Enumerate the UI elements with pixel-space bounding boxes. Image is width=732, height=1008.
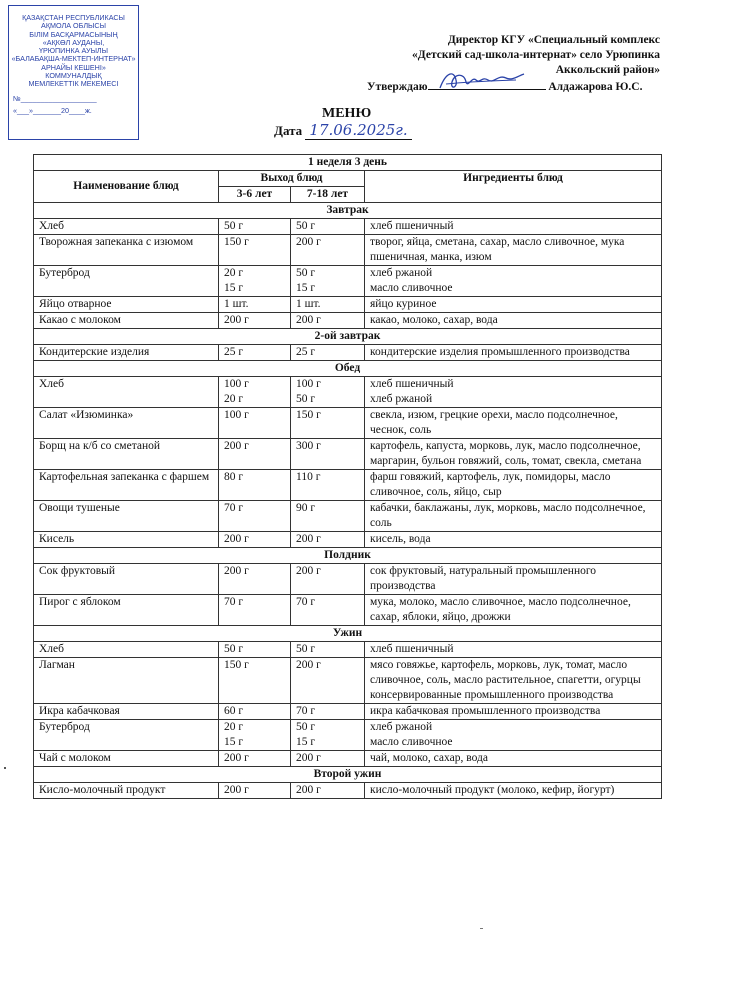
portion-3-6-cell-line: 20 г — [224, 393, 244, 405]
portion-3-6-cell-line: 200 г — [224, 440, 249, 452]
ingredients-cell — [365, 720, 662, 751]
portion-3-6-cell-line: 25 г — [224, 346, 244, 358]
ingredients-cell-line: яйцо куриное — [370, 298, 437, 310]
portion-3-6-cell-line: 70 г — [224, 596, 244, 608]
portion-3-6-cell — [219, 219, 291, 235]
ingredients-cell — [365, 313, 662, 329]
dish-name-cell: Какао с молоком — [34, 313, 219, 329]
portion-3-6-cell-line: 80 г — [224, 471, 244, 483]
portion-3-6-cell — [219, 501, 291, 532]
table-row — [34, 642, 662, 658]
table-row — [34, 783, 662, 799]
stamp-line: МЕМЛЕКЕТТІК МЕКЕМЕСІ — [28, 79, 119, 89]
dish-name-header: Наименование блюд — [34, 171, 219, 203]
ingredients-cell-line: кисло-молочный продукт (молоко, кефир, йогурт) — [370, 784, 615, 796]
ingredients-cell — [365, 470, 662, 501]
portion-7-18-cell — [291, 564, 365, 595]
approve-name: Алдажарова Ю.С. — [548, 81, 643, 93]
portion-3-6-cell-line: 60 г — [224, 705, 244, 717]
portion-7-18-cell-line: 100 г — [296, 378, 321, 390]
portion-3-6-cell — [219, 704, 291, 720]
age-7-18-header: 7-18 лет — [291, 187, 365, 203]
dish-name-cell: Хлеб — [34, 377, 219, 408]
portion-3-6-cell-line: 200 г — [224, 752, 249, 764]
portion-3-6-cell-line: 70 г — [224, 502, 244, 514]
portion-7-18-cell-line: 200 г — [296, 565, 321, 577]
portion-3-6-cell-line: 150 г — [224, 659, 249, 671]
portion-7-18-cell-line: 200 г — [296, 752, 321, 764]
dish-name-cell: Картофельная запеканка с фаршем — [34, 470, 219, 501]
portion-3-6-cell-line: 20 г — [224, 721, 244, 733]
table-row — [34, 345, 662, 361]
age-3-6-header: 3-6 лет — [219, 187, 291, 203]
ingredients-cell-line: чай, молоко, сахар, вода — [370, 752, 488, 764]
dish-name-cell: Кисель — [34, 532, 219, 548]
ingredients-cell-line: хлеб ржаной — [370, 267, 433, 279]
portion-7-18-cell-line: 50 г — [296, 721, 316, 733]
ingredients-cell-line: мясо говяжье, картофель, морковь, лук, томат, масло сливочное, соль, масло растительное, спагетти, огурцы консервированные промышленного производства — [370, 659, 641, 701]
portion-7-18-cell — [291, 235, 365, 266]
dish-name-cell: Овощи тушеные — [34, 501, 219, 532]
dish-name-cell: Хлеб — [34, 642, 219, 658]
ingredients-cell — [365, 704, 662, 720]
meal-section-row — [34, 361, 662, 377]
portion-7-18-cell-line: 15 г — [296, 282, 316, 294]
ingredients-cell — [365, 642, 662, 658]
menu-table — [33, 154, 662, 799]
portion-3-6-cell-line: 15 г — [224, 282, 244, 294]
ingredients-cell — [365, 751, 662, 767]
portion-7-18-cell — [291, 439, 365, 470]
portion-3-6-cell — [219, 439, 291, 470]
ingredients-cell-line: икра кабачковая промышленного производства — [370, 705, 601, 717]
meal-section-row — [34, 767, 662, 783]
portion-7-18-cell-line: 50 г — [296, 220, 316, 232]
portion-7-18-cell-line: 200 г — [296, 533, 321, 545]
portion-3-6-cell — [219, 720, 291, 751]
table-row — [34, 658, 662, 704]
output-header: Выход блюд — [219, 171, 365, 187]
ingredients-cell-line: мука, молоко, масло сливочное, масло подсолнечное, сахар, яблоки, яйцо, дрожжи — [370, 596, 631, 623]
ingredients-cell-line: масло сливочное — [370, 282, 453, 294]
week-day-header: 1 неделя 3 день — [34, 155, 662, 171]
menu-table-body — [34, 203, 662, 799]
dish-name-cell: Бутерброд — [34, 720, 219, 751]
ingredients-cell-line: хлеб пшеничный — [370, 220, 454, 232]
portion-7-18-cell — [291, 345, 365, 361]
date-label: Дата — [274, 123, 303, 138]
dish-name-cell: Бутерброд — [34, 266, 219, 297]
portion-3-6-cell-line: 100 г — [224, 378, 249, 390]
meal-section-title: Ужин — [34, 626, 662, 642]
pen-mark — [480, 928, 483, 929]
portion-7-18-cell-line: 110 г — [296, 471, 321, 483]
ingredients-cell-line: кисель, вода — [370, 533, 431, 545]
ingredients-cell-line: хлеб ржаной — [370, 393, 433, 405]
table-row — [34, 532, 662, 548]
stamp-line: АҚМОЛА ОБЛЫСЫ — [41, 21, 106, 31]
table-row — [34, 313, 662, 329]
portion-7-18-cell-line: 50 г — [296, 267, 316, 279]
portion-3-6-cell — [219, 564, 291, 595]
portion-7-18-cell-line: 50 г — [296, 643, 316, 655]
ingredients-cell — [365, 266, 662, 297]
portion-3-6-cell-line: 200 г — [224, 565, 249, 577]
ingredients-cell — [365, 783, 662, 799]
portion-7-18-cell — [291, 658, 365, 704]
table-row — [34, 720, 662, 751]
portion-3-6-cell — [219, 266, 291, 297]
ingredients-cell-line: творог, яйца, сметана, сахар, масло сливочное, мука пшеничная, манка, изюм — [370, 236, 625, 263]
ingredients-cell-line: картофель, капуста, морковь, лук, масло подсолнечное, маргарин, бульон говяжий, соль, томат, свекла, сметана — [370, 440, 642, 467]
portion-7-18-cell — [291, 783, 365, 799]
ingredients-cell-line: свекла, изюм, грецкие орехи, масло подсолнечное, чеснок, соль — [370, 409, 618, 436]
ingredients-cell — [365, 532, 662, 548]
portion-7-18-cell — [291, 720, 365, 751]
meal-section-row — [34, 548, 662, 564]
date-value: 17.06.2025г. — [305, 121, 411, 140]
table-row — [34, 751, 662, 767]
meal-section-row — [34, 329, 662, 345]
dish-name-cell: Сок фруктовый — [34, 564, 219, 595]
table-row — [34, 564, 662, 595]
portion-3-6-cell-line: 20 г — [224, 267, 244, 279]
portion-7-18-cell-line: 150 г — [296, 409, 321, 421]
portion-7-18-cell-line: 90 г — [296, 502, 316, 514]
portion-7-18-cell-line: 70 г — [296, 705, 316, 717]
official-stamp — [8, 5, 139, 140]
dish-name-cell: Кондитерские изделия — [34, 345, 219, 361]
ingredients-cell — [365, 235, 662, 266]
approval-line — [367, 78, 643, 93]
dish-name-cell: Яйцо отварное — [34, 297, 219, 313]
portion-3-6-cell — [219, 345, 291, 361]
portion-7-18-cell — [291, 297, 365, 313]
stamp-line: ҚАЗАҚСТАН РЕСПУБЛИКАСЫ — [22, 13, 125, 22]
portion-7-18-cell — [291, 470, 365, 501]
table-row — [34, 377, 662, 408]
table-row — [34, 595, 662, 626]
dish-name-cell: Салат «Изюминка» — [34, 408, 219, 439]
portion-7-18-cell-line: 25 г — [296, 346, 316, 358]
stamp-line: ҮРЮПИНКА АУЫЛЫ — [38, 46, 109, 56]
table-row — [34, 408, 662, 439]
menu-date — [274, 121, 412, 139]
portion-3-6-cell — [219, 235, 291, 266]
stamp-line: БІЛІМ БАСҚАРМАСЫНЫҢ — [29, 29, 118, 39]
table-row — [34, 704, 662, 720]
table-row — [34, 297, 662, 313]
meal-section-title: Второй ужин — [34, 767, 662, 783]
table-row — [34, 219, 662, 235]
portion-7-18-cell-line: 200 г — [296, 236, 321, 248]
meal-section-row — [34, 203, 662, 219]
table-row — [34, 439, 662, 470]
approve-label: Утверждаю — [367, 81, 428, 93]
ingredients-cell-line: масло сливочное — [370, 736, 453, 748]
portion-7-18-cell — [291, 219, 365, 235]
ingredients-cell — [365, 564, 662, 595]
ingredients-cell — [365, 408, 662, 439]
dish-name-cell: Икра кабачковая — [34, 704, 219, 720]
portion-3-6-cell — [219, 297, 291, 313]
portion-3-6-cell — [219, 313, 291, 329]
portion-7-18-cell-line: 50 г — [296, 393, 316, 405]
meal-section-title: Обед — [34, 361, 662, 377]
dish-name-cell: Творожная запеканка с изюмом — [34, 235, 219, 266]
ingredients-cell-line: хлеб пшеничный — [370, 643, 454, 655]
portion-3-6-cell-line: 100 г — [224, 409, 249, 421]
portion-3-6-cell — [219, 658, 291, 704]
signature-line — [428, 78, 546, 90]
header-line-1: Директор КГУ «Специальный комплекс — [447, 34, 660, 46]
portion-3-6-cell-line: 200 г — [224, 533, 249, 545]
portion-7-18-cell — [291, 408, 365, 439]
ingredients-cell-line: какао, молоко, сахар, вода — [370, 314, 498, 326]
portion-3-6-cell — [219, 377, 291, 408]
meal-section-row — [34, 626, 662, 642]
portion-3-6-cell-line: 200 г — [224, 314, 249, 326]
portion-3-6-cell — [219, 532, 291, 548]
portion-7-18-cell — [291, 501, 365, 532]
portion-7-18-cell-line: 200 г — [296, 659, 321, 671]
signature-icon — [436, 68, 526, 94]
stamp-date-line: «___»_______20____ж. — [13, 105, 92, 115]
dish-name-cell: Чай с молоком — [34, 751, 219, 767]
ingredients-cell — [365, 377, 662, 408]
menu-title: МЕНЮ — [322, 106, 372, 121]
ingredients-cell-line: хлеб пшеничный — [370, 378, 454, 390]
portion-7-18-cell — [291, 377, 365, 408]
dish-name-cell: Лагман — [34, 658, 219, 704]
header-line-3: Аккольский район» — [555, 64, 660, 76]
portion-3-6-cell-line: 50 г — [224, 220, 244, 232]
portion-7-18-cell — [291, 595, 365, 626]
meal-section-title: Завтрак — [34, 203, 662, 219]
ingredients-cell — [365, 345, 662, 361]
portion-3-6-cell — [219, 642, 291, 658]
portion-3-6-cell — [219, 470, 291, 501]
dish-name-cell: Кисло-молочный продукт — [34, 783, 219, 799]
portion-3-6-cell — [219, 408, 291, 439]
portion-3-6-cell — [219, 751, 291, 767]
portion-7-18-cell-line: 300 г — [296, 440, 321, 452]
ingredients-cell — [365, 658, 662, 704]
portion-7-18-cell — [291, 266, 365, 297]
stamp-line: КОММУНАЛДЫҚ — [45, 71, 102, 81]
portion-3-6-cell — [219, 595, 291, 626]
portion-3-6-cell-line: 15 г — [224, 736, 244, 748]
portion-7-18-cell — [291, 704, 365, 720]
stamp-number-line: №___________________ — [13, 93, 97, 103]
ingredients-cell — [365, 595, 662, 626]
ingredients-cell — [365, 297, 662, 313]
header-line-2: «Детский сад-школа-интернат» село Урюпинка — [412, 49, 660, 61]
portion-3-6-cell-line: 200 г — [224, 784, 249, 796]
portion-3-6-cell — [219, 783, 291, 799]
portion-7-18-cell — [291, 532, 365, 548]
table-row — [34, 235, 662, 266]
pen-mark — [4, 767, 6, 769]
ingredients-header: Ингредиенты блюд — [365, 171, 662, 203]
dish-name-cell: Пирог с яблоком — [34, 595, 219, 626]
ingredients-cell-line: хлеб ржаной — [370, 721, 433, 733]
ingredients-cell-line: кондитерские изделия промышленного производства — [370, 346, 630, 358]
portion-7-18-cell-line: 200 г — [296, 314, 321, 326]
stamp-line: «БАЛАБАҚША-МЕКТЕП-ИНТЕРНАТ» — [11, 54, 136, 64]
ingredients-cell-line: кабачки, баклажаны, лук, морковь, масло подсолнечное, соль — [370, 502, 646, 529]
portion-7-18-cell-line: 15 г — [296, 736, 316, 748]
dish-name-cell: Борщ на к/б со сметаной — [34, 439, 219, 470]
ingredients-cell — [365, 439, 662, 470]
portion-7-18-cell-line: 70 г — [296, 596, 316, 608]
portion-7-18-cell-line: 1 шт. — [296, 298, 321, 310]
meal-section-title: Полдник — [34, 548, 662, 564]
portion-7-18-cell — [291, 313, 365, 329]
portion-3-6-cell-line: 1 шт. — [224, 298, 249, 310]
stamp-text — [9, 14, 138, 89]
table-row — [34, 501, 662, 532]
portion-3-6-cell-line: 150 г — [224, 236, 249, 248]
ingredients-cell — [365, 219, 662, 235]
stamp-line: АРНАЙЫ КЕШЕНІ» — [41, 62, 106, 72]
portion-7-18-cell — [291, 642, 365, 658]
portion-7-18-cell — [291, 751, 365, 767]
ingredients-cell-line: сок фруктовый, натуральный промышленного производства — [370, 565, 597, 592]
dish-name-cell: Хлеб — [34, 219, 219, 235]
meal-section-title: 2-ой завтрак — [34, 329, 662, 345]
ingredients-cell — [365, 501, 662, 532]
table-row — [34, 266, 662, 297]
table-row — [34, 470, 662, 501]
stamp-line: «АҚКӨЛ АУДАНЫ, — [42, 37, 105, 47]
portion-3-6-cell-line: 50 г — [224, 643, 244, 655]
portion-7-18-cell-line: 200 г — [296, 784, 321, 796]
ingredients-cell-line: фарш говяжий, картофель, лук, помидоры, масло сливочное, соль, яйцо, сыр — [370, 471, 611, 498]
